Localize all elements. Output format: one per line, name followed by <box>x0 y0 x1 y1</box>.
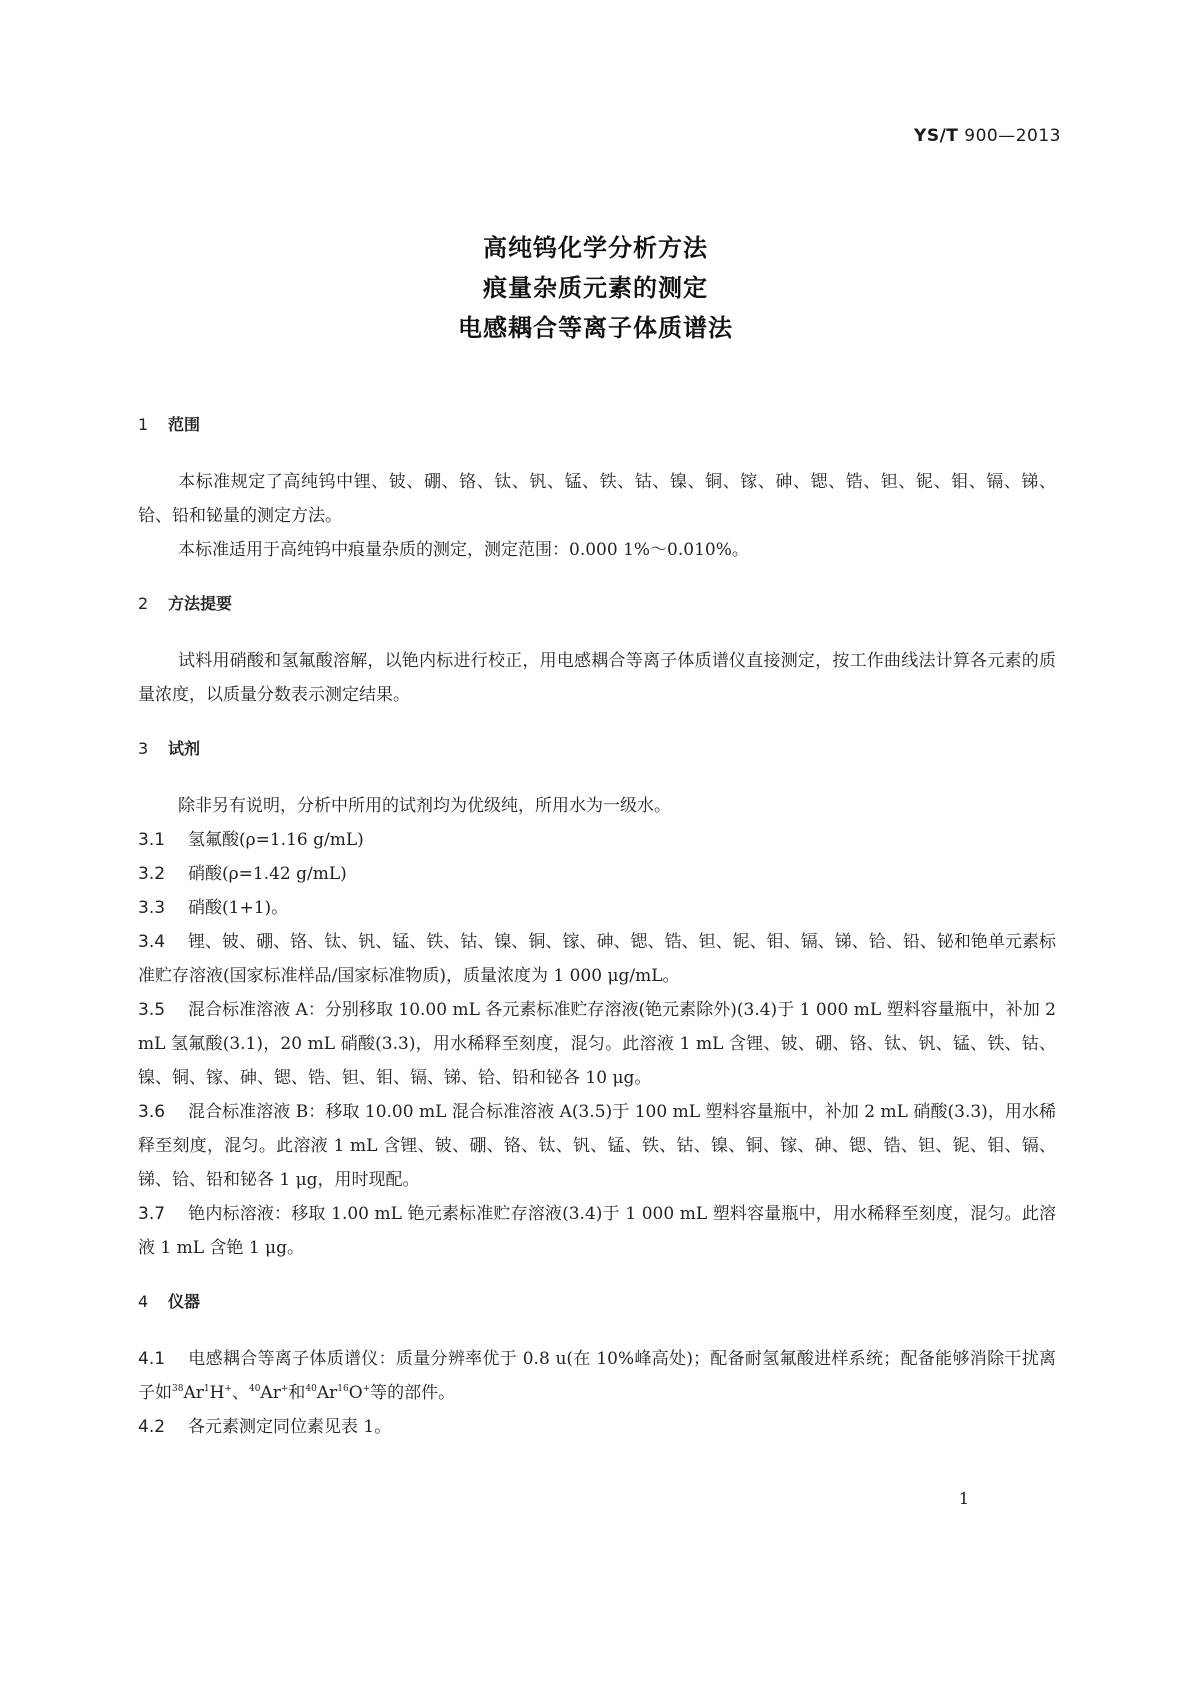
ion-charge: + <box>362 1384 371 1394</box>
section-3-intro: 除非另有说明，分析中所用的试剂均为优级纯，所用水为一级水。 <box>178 796 671 816</box>
title-line-1: 高纯钨化学分析方法 <box>483 234 708 262</box>
element-symbol: Ar <box>316 1383 338 1403</box>
item-number: 3.3 <box>138 898 166 918</box>
item-text: 氢氟酸(ρ=1.16 g/mL) <box>188 830 364 850</box>
section-number: 3 <box>138 739 149 758</box>
section-number: 1 <box>138 415 149 434</box>
isotope-mass: 40 <box>248 1384 261 1394</box>
page-number: 1 <box>958 1489 969 1508</box>
section-2-heading <box>138 591 1056 614</box>
isotope-mass: 38 <box>172 1384 184 1394</box>
section-1-paragraph-2: 本标准适用于高纯钨中痕量杂质的测定，测定范围：0.000 1%～0.010%。 <box>178 540 749 560</box>
instrument-item-2 <box>138 1410 1056 1444</box>
reagent-item <box>138 1197 1056 1265</box>
isotope-mass: 16 <box>337 1384 349 1394</box>
isotope-mass: 40 <box>305 1384 317 1394</box>
item-number: 3.7 <box>138 1204 166 1224</box>
separator: 、 <box>231 1383 249 1403</box>
section-2-paragraph-1: 试料用硝酸和氢氟酸溶解，以铯内标进行校正，用电感耦合等离子体质谱仪直接测定，按工作曲线法计算各元素的质量浓度，以质量分数表示测定结果。 <box>138 651 1056 705</box>
section-1-heading <box>138 412 1056 435</box>
element-symbol: H <box>209 1383 225 1403</box>
document-title <box>0 228 1191 348</box>
reagent-item <box>138 1095 1056 1197</box>
element-symbol: Ar <box>260 1383 281 1403</box>
ion-charge: + <box>280 1384 289 1394</box>
section-3-heading <box>138 736 1056 759</box>
item-text: 硝酸(ρ=1.42 g/mL) <box>188 864 347 884</box>
section-title: 仪器 <box>168 1292 201 1311</box>
item-number: 3.5 <box>138 1000 166 1020</box>
item-number: 3.1 <box>138 830 166 850</box>
standard-code-prefix: YS/T <box>914 126 959 146</box>
item-text: 铯内标溶液：移取 1.00 mL 铯元素标准贮存溶液(3.4)于 1 000 mL 塑料容量瓶中，用水稀释至刻度，混匀。此溶液 1 mL 含铯 1 μg。 <box>138 1204 1056 1258</box>
reagent-item <box>138 891 1056 925</box>
ion-charge: + <box>224 1384 232 1394</box>
isotope-mass: 1 <box>203 1384 210 1394</box>
conjunction: 和 <box>288 1383 306 1403</box>
section-number: 4 <box>138 1292 149 1311</box>
reagent-item <box>138 857 1056 891</box>
section-title: 试剂 <box>168 739 201 758</box>
item-text: 混合标准溶液 A：分别移取 10.00 mL 各元素标准贮存溶液(铯元素除外)(3.4)于 1 000 mL 塑料容量瓶中，补加 2 mL 氢氟酸(3.1)，20 mL 硝酸(3.3)，用水稀释至刻度，混匀。此溶液 1 mL 含锂、铍、硼、铬、钛、钒、锰、铁、钴、镍、铜、镓、砷、锶、锆、钽、钼、镉、锑、铪、铅和铋各 10 μg。 <box>138 1000 1056 1088</box>
standard-code-number: 900—2013 <box>964 126 1061 146</box>
item-number: 3.2 <box>138 864 166 884</box>
document-body <box>138 412 1056 1444</box>
item-text: 硝酸(1+1)。 <box>188 898 289 918</box>
item-text-end: 等的部件。 <box>370 1383 456 1403</box>
reagent-item <box>138 993 1056 1095</box>
standard-code <box>914 126 1061 146</box>
item-text: 混合标准溶液 B：移取 10.00 mL 混合标准溶液 A(3.5)于 100 mL 塑料容量瓶中，补加 2 mL 硝酸(3.3)，用水稀释至刻度，混匀。此溶液 1 mL 含锂、铍、硼、铬、钛、钒、锰、铁、钴、镍、铜、镓、砷、锶、锆、钽、铌、钼、镉、锑、铪、铅和铋各 1 μg，用时现配。 <box>138 1102 1056 1190</box>
item-text: 各元素测定同位素见表 1。 <box>188 1417 392 1437</box>
item-number: 3.6 <box>138 1102 166 1122</box>
element-symbol: O <box>348 1383 363 1403</box>
section-title: 方法提要 <box>168 594 233 613</box>
section-number: 2 <box>138 594 149 613</box>
item-text: 锂、铍、硼、铬、钛、钒、锰、铁、钴、镍、铜、镓、砷、锶、锆、钽、铌、钼、镉、锑、铪、铅、铋和铯单元素标准贮存溶液(国家标准样品/国家标准物质)，质量浓度为 1 000 μg/mL。 <box>138 932 1056 986</box>
title-line-2: 痕量杂质元素的测定 <box>483 274 708 302</box>
reagent-item <box>138 925 1056 993</box>
element-symbol: Ar <box>183 1383 204 1403</box>
instrument-item-1 <box>138 1342 1056 1410</box>
section-1-paragraph-1: 本标准规定了高纯钨中锂、铍、硼、铬、钛、钒、锰、铁、钴、镍、铜、镓、砷、锶、锆、钽、铌、钼、镉、锑、铪、铅和铋量的测定方法。 <box>138 472 1056 526</box>
section-title: 范围 <box>168 415 201 434</box>
item-number: 3.4 <box>138 932 166 952</box>
title-line-3: 电感耦合等离子体质谱法 <box>458 314 733 342</box>
item-number: 4.2 <box>138 1417 166 1437</box>
section-4-heading <box>138 1289 1056 1312</box>
reagent-item <box>138 823 1056 857</box>
item-number: 4.1 <box>138 1349 166 1369</box>
item-text: 电感耦合等离子体质谱仪：质量分辨率优于 0.8 u(在 10%峰高处)；配备耐氢氟酸进样系统；配备能够消除干扰离子如 <box>138 1349 1056 1403</box>
